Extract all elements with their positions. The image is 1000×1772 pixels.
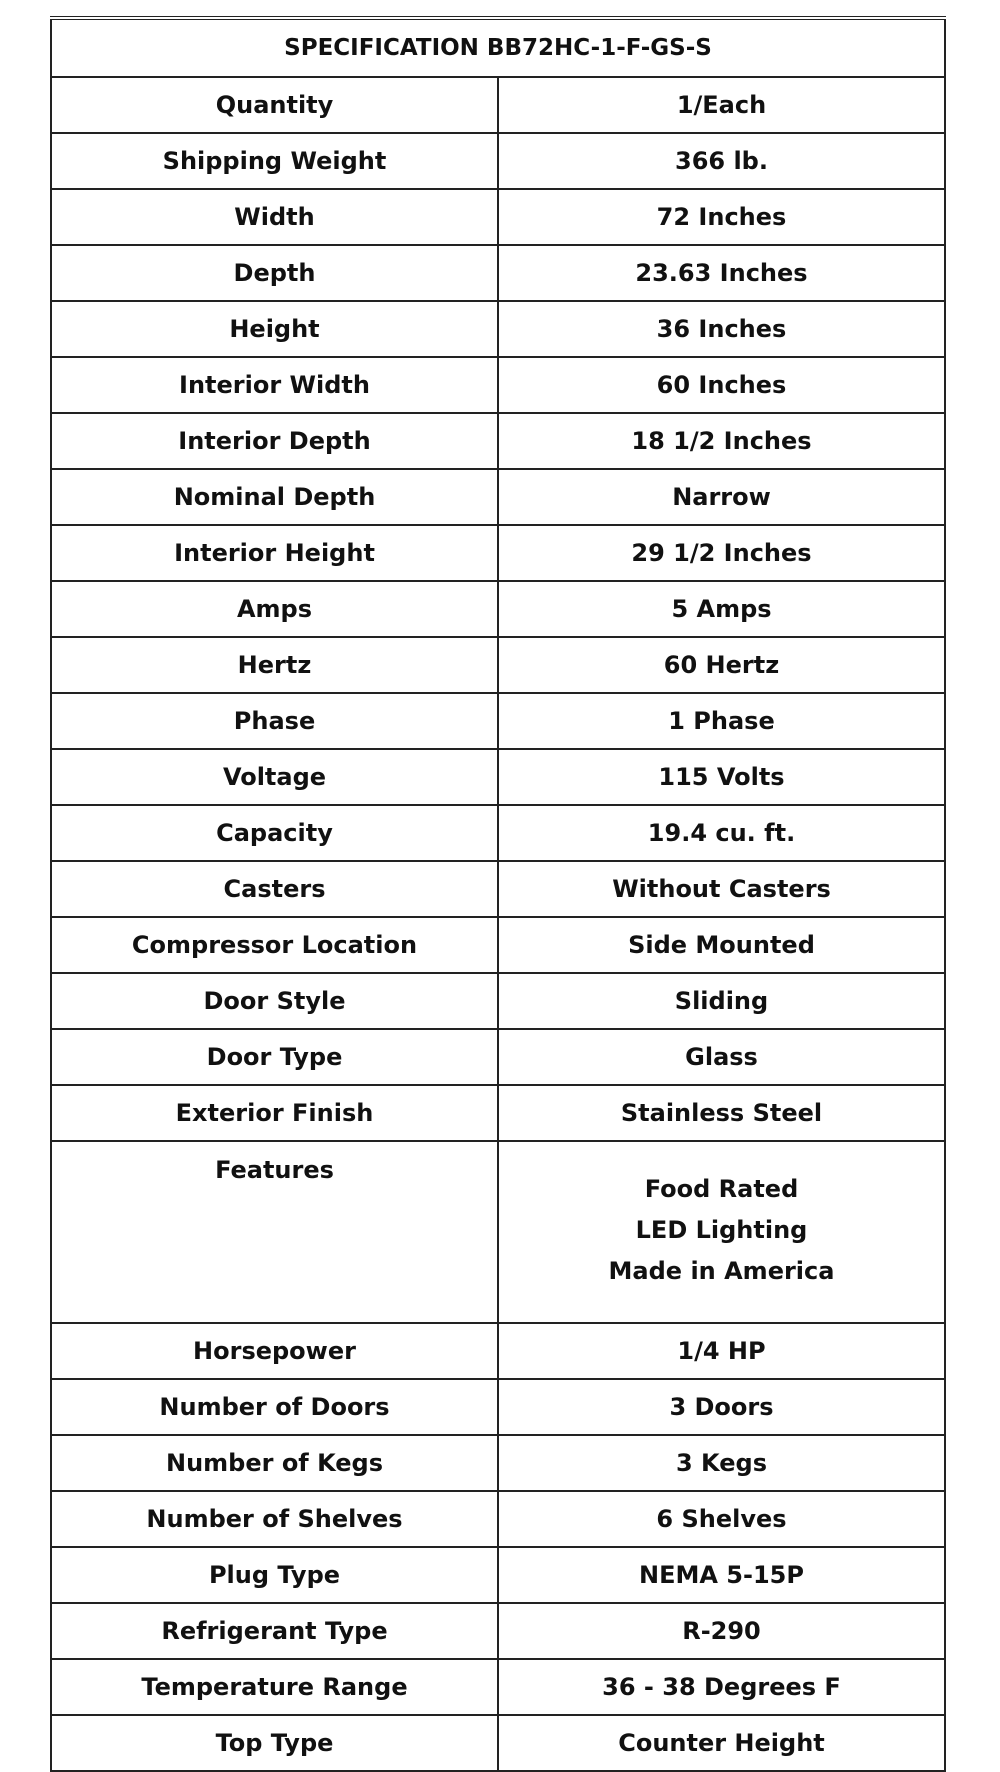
spec-value: 1 Phase — [498, 693, 945, 749]
spec-value: Without Casters — [498, 861, 945, 917]
spec-value: 1/4 HP — [498, 1323, 945, 1379]
feature-item: Made in America — [608, 1257, 835, 1285]
spec-label: Voltage — [51, 749, 498, 805]
spec-label: Temperature Range — [51, 1659, 498, 1715]
spec-label: Phase — [51, 693, 498, 749]
spec-label: Plug Type — [51, 1547, 498, 1603]
table-row — [51, 1379, 945, 1435]
table-row — [51, 1029, 945, 1085]
spec-value: 366 lb. — [498, 133, 945, 189]
spec-label: Shipping Weight — [51, 133, 498, 189]
spec-label: Depth — [51, 245, 498, 301]
specification-title: SPECIFICATION BB72HC-1-F-GS-S — [51, 18, 945, 77]
spec-label: Height — [51, 301, 498, 357]
table-row — [51, 525, 945, 581]
spec-label: Hertz — [51, 637, 498, 693]
spec-label: Features — [51, 1141, 498, 1323]
spec-label: Interior Height — [51, 525, 498, 581]
table-row — [51, 1715, 945, 1771]
spec-value: 19.4 cu. ft. — [498, 805, 945, 861]
table-row — [51, 637, 945, 693]
spec-value: 18 1/2 Inches — [498, 413, 945, 469]
spec-label: Quantity — [51, 77, 498, 133]
spec-label: Door Type — [51, 1029, 498, 1085]
spec-value: NEMA 5-15P — [498, 1547, 945, 1603]
table-row — [51, 1323, 945, 1379]
spec-label: Amps — [51, 581, 498, 637]
table-row — [51, 805, 945, 861]
spec-label: Capacity — [51, 805, 498, 861]
spec-value: 3 Doors — [498, 1379, 945, 1435]
spec-value: 5 Amps — [498, 581, 945, 637]
spec-label: Exterior Finish — [51, 1085, 498, 1141]
spec-label: Number of Doors — [51, 1379, 498, 1435]
spec-label: Casters — [51, 861, 498, 917]
spec-label: Width — [51, 189, 498, 245]
table-row — [51, 1603, 945, 1659]
spec-value: Sliding — [498, 973, 945, 1029]
spec-value: 3 Kegs — [498, 1435, 945, 1491]
spec-value: Counter Height — [498, 1715, 945, 1771]
spec-value: 115 Volts — [498, 749, 945, 805]
spec-value: 72 Inches — [498, 189, 945, 245]
table-row-features — [51, 1141, 945, 1323]
specification-table — [50, 16, 946, 1772]
table-row — [51, 917, 945, 973]
spec-label: Door Style — [51, 973, 498, 1029]
spec-label: Refrigerant Type — [51, 1603, 498, 1659]
features-list — [499, 1165, 944, 1299]
table-row — [51, 413, 945, 469]
spec-label: Nominal Depth — [51, 469, 498, 525]
spec-label: Horsepower — [51, 1323, 498, 1379]
spec-value: Narrow — [498, 469, 945, 525]
table-header-row — [51, 18, 945, 77]
table-row — [51, 1085, 945, 1141]
table-row — [51, 133, 945, 189]
feature-item: LED Lighting — [635, 1216, 808, 1244]
table-row — [51, 245, 945, 301]
spec-label: Number of Shelves — [51, 1491, 498, 1547]
spec-value: 36 Inches — [498, 301, 945, 357]
spec-value: Glass — [498, 1029, 945, 1085]
spec-label: Interior Width — [51, 357, 498, 413]
spec-value: Stainless Steel — [498, 1085, 945, 1141]
spec-value: 60 Hertz — [498, 637, 945, 693]
specification-body — [51, 77, 945, 1771]
spec-value: Side Mounted — [498, 917, 945, 973]
spec-value: 60 Inches — [498, 357, 945, 413]
table-row — [51, 861, 945, 917]
spec-label: Interior Depth — [51, 413, 498, 469]
table-row — [51, 189, 945, 245]
spec-value: 6 Shelves — [498, 1491, 945, 1547]
table-row — [51, 693, 945, 749]
table-row — [51, 1491, 945, 1547]
spec-label: Compressor Location — [51, 917, 498, 973]
table-row — [51, 1547, 945, 1603]
spec-value: 1/Each — [498, 77, 945, 133]
spec-value: 36 - 38 Degrees F — [498, 1659, 945, 1715]
table-row — [51, 301, 945, 357]
table-row — [51, 581, 945, 637]
table-row — [51, 1659, 945, 1715]
spec-value — [498, 1141, 945, 1323]
table-row — [51, 973, 945, 1029]
spec-value: 29 1/2 Inches — [498, 525, 945, 581]
table-row — [51, 1435, 945, 1491]
spec-label: Number of Kegs — [51, 1435, 498, 1491]
spec-label: Top Type — [51, 1715, 498, 1771]
table-row — [51, 469, 945, 525]
spec-value: 23.63 Inches — [498, 245, 945, 301]
spec-value: R-290 — [498, 1603, 945, 1659]
table-row — [51, 749, 945, 805]
feature-item: Food Rated — [644, 1175, 799, 1203]
table-row — [51, 357, 945, 413]
table-row — [51, 77, 945, 133]
